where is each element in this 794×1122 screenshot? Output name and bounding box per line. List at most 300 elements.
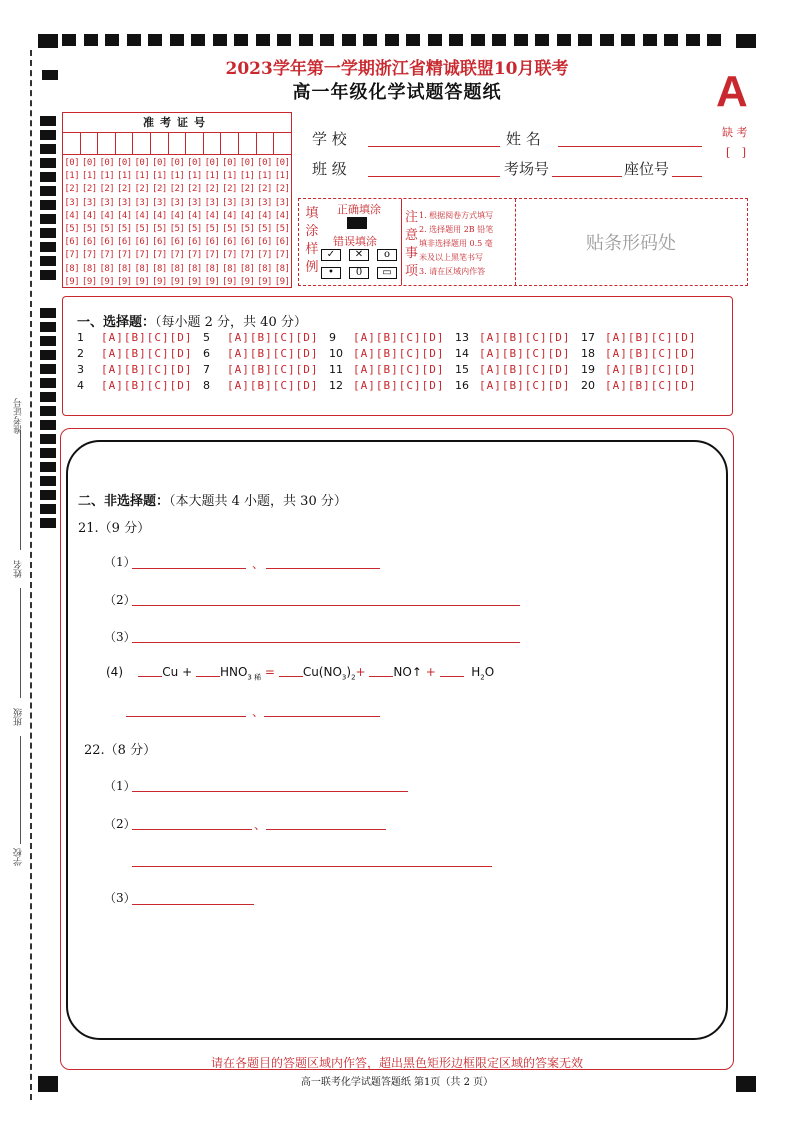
admission-bubble[interactable]: [0] bbox=[187, 158, 202, 168]
timing-mark bbox=[40, 270, 56, 280]
answer-bubbles[interactable]: [A][B][C][D] bbox=[227, 363, 319, 376]
answer-bubbles[interactable]: [A][B][C][D] bbox=[479, 331, 571, 344]
coef-blank-hno3[interactable] bbox=[196, 665, 220, 677]
q22-part2-answer-a[interactable] bbox=[132, 829, 252, 830]
admission-bubble[interactable]: [5] bbox=[81, 224, 97, 235]
admission-bubble[interactable]: [1] bbox=[116, 171, 132, 182]
absent-checkbox[interactable]: [ ] bbox=[726, 146, 751, 159]
admission-write-cell[interactable] bbox=[186, 133, 204, 154]
admission-bubble[interactable]: [8] bbox=[152, 263, 167, 274]
exam-title: 2023学年第一学期浙江省精诚联盟10月联考 bbox=[225, 59, 569, 79]
admission-bubble[interactable]: [5] bbox=[134, 224, 150, 235]
q22-part2-label: （2） bbox=[104, 817, 136, 831]
admission-bubble[interactable]: [7] bbox=[204, 250, 220, 261]
timing-mark bbox=[492, 34, 506, 46]
admission-bubble[interactable]: [2] bbox=[204, 184, 220, 195]
answer-bubbles[interactable]: [A][B][C][D] bbox=[479, 347, 571, 360]
admission-bubble[interactable]: [6] bbox=[99, 237, 115, 248]
admission-bubble[interactable]: [5] bbox=[274, 224, 290, 235]
admission-bubble[interactable]: [9] bbox=[257, 276, 272, 287]
coef-blank-cuno3[interactable] bbox=[279, 665, 303, 677]
admission-column bbox=[203, 157, 221, 289]
timing-mark bbox=[40, 448, 56, 458]
admission-bubble[interactable]: [9] bbox=[274, 276, 290, 287]
admission-bubble[interactable]: [7] bbox=[116, 250, 132, 261]
timing-mark bbox=[40, 336, 56, 346]
admission-bubble[interactable]: [9] bbox=[152, 276, 167, 287]
admission-bubble[interactable]: [5] bbox=[152, 224, 167, 235]
admission-bubble[interactable]: [8] bbox=[257, 263, 272, 274]
question-number: 20 bbox=[581, 379, 595, 392]
admission-bubble[interactable]: [3] bbox=[64, 197, 80, 208]
admission-write-cell[interactable] bbox=[133, 133, 151, 154]
coef-blank-h2o[interactable] bbox=[440, 665, 464, 677]
admission-write-cell[interactable] bbox=[204, 133, 222, 154]
admission-bubble[interactable]: [2] bbox=[64, 184, 80, 195]
name-label: 姓 名 bbox=[506, 130, 541, 148]
choice-question bbox=[77, 347, 192, 360]
admission-bubble[interactable]: [1] bbox=[274, 171, 290, 182]
answer-bubbles[interactable]: [A][B][C][D] bbox=[479, 363, 571, 376]
timing-mark bbox=[449, 34, 463, 46]
admission-bubble[interactable]: [8] bbox=[64, 263, 80, 274]
admission-write-cell[interactable] bbox=[239, 133, 257, 154]
admission-column bbox=[238, 157, 256, 289]
choice-question bbox=[77, 331, 192, 344]
note-line: 1. 根据阅卷方式填写 bbox=[419, 211, 494, 220]
wrong-mark-cross: ✕ bbox=[349, 249, 369, 261]
timing-mark bbox=[40, 214, 56, 224]
timing-mark bbox=[686, 34, 700, 46]
q21-part4-answer-a[interactable] bbox=[126, 716, 246, 717]
answer-bubbles[interactable]: [A][B][C][D] bbox=[605, 363, 697, 376]
eq-plus: + bbox=[355, 665, 366, 679]
choice-question bbox=[581, 363, 696, 376]
admission-bubble[interactable]: [4] bbox=[99, 210, 115, 221]
admission-bubble[interactable]: [3] bbox=[99, 197, 115, 208]
admission-bubble[interactable]: [2] bbox=[152, 184, 167, 195]
admission-bubble[interactable]: [6] bbox=[257, 237, 272, 248]
timing-mark bbox=[105, 34, 119, 46]
admission-bubble[interactable]: [9] bbox=[239, 276, 255, 287]
admission-bubble[interactable]: [1] bbox=[99, 171, 115, 182]
admission-bubble[interactable]: [0] bbox=[204, 158, 220, 168]
admission-bubble[interactable]: [5] bbox=[169, 224, 185, 235]
admission-bubble[interactable]: [1] bbox=[64, 171, 80, 182]
question-number: 16 bbox=[455, 379, 469, 392]
timing-mark bbox=[406, 34, 420, 46]
admission-write-cell[interactable] bbox=[151, 133, 169, 154]
q22-part3-answer[interactable] bbox=[132, 904, 254, 905]
correct-fill-mark bbox=[347, 217, 367, 229]
admission-bubble[interactable]: [6] bbox=[64, 237, 80, 248]
notes-text bbox=[419, 209, 515, 279]
admission-bubble[interactable]: [0] bbox=[99, 158, 115, 168]
timing-mark bbox=[40, 350, 56, 360]
admission-bubble[interactable]: [9] bbox=[64, 276, 80, 287]
answer-bubbles[interactable]: [A][B][C][D] bbox=[605, 379, 697, 392]
admission-bubble[interactable]: [8] bbox=[81, 263, 97, 274]
eq-cuno3: Cu(NO bbox=[302, 665, 342, 679]
admission-bubble[interactable]: [9] bbox=[116, 276, 132, 287]
admission-bubble[interactable]: [4] bbox=[187, 210, 202, 221]
timing-mark bbox=[385, 34, 399, 46]
timing-mark bbox=[40, 228, 56, 238]
admission-bubble[interactable]: [2] bbox=[239, 184, 255, 195]
admission-bubble[interactable]: [0] bbox=[134, 158, 150, 168]
timing-mark bbox=[299, 34, 313, 46]
wrong-mark-oval: ▭ bbox=[377, 267, 397, 279]
version-letter: A bbox=[716, 67, 748, 116]
timing-mark bbox=[40, 434, 56, 444]
q21-part3-answer[interactable] bbox=[132, 642, 520, 643]
admission-bubble[interactable]: [2] bbox=[187, 184, 202, 195]
answer-bubbles[interactable]: [A][B][C][D] bbox=[227, 331, 319, 344]
comma-separator: 、 bbox=[252, 705, 265, 719]
coef-blank-cu[interactable] bbox=[138, 665, 162, 677]
admission-bubble[interactable]: [1] bbox=[81, 171, 97, 182]
admission-bubble[interactable]: [6] bbox=[274, 237, 290, 248]
admission-bubble[interactable]: [0] bbox=[169, 158, 185, 168]
question-number: 12 bbox=[329, 379, 343, 392]
admission-bubble[interactable]: [3] bbox=[204, 197, 220, 208]
admission-bubble[interactable]: [5] bbox=[239, 224, 255, 235]
question-number: 5 bbox=[203, 331, 210, 344]
admission-bubble[interactable]: [5] bbox=[116, 224, 132, 235]
admission-bubble[interactable]: [6] bbox=[116, 237, 132, 248]
eq-h2o: H bbox=[471, 665, 481, 679]
admission-bubble[interactable]: [4] bbox=[81, 210, 97, 221]
admission-bubble[interactable]: [3] bbox=[134, 197, 150, 208]
admission-column bbox=[221, 157, 239, 289]
admission-bubble[interactable]: [2] bbox=[134, 184, 150, 195]
admission-bubble[interactable]: [1] bbox=[257, 171, 272, 182]
answer-bubbles[interactable]: [A][B][C][D] bbox=[101, 347, 193, 360]
admission-bubble[interactable]: [3] bbox=[152, 197, 167, 208]
question-number: 7 bbox=[203, 363, 210, 376]
admission-bubble[interactable]: [9] bbox=[134, 276, 150, 287]
note-line: 填非选择题用 0.5 毫 bbox=[419, 239, 493, 248]
choice-question bbox=[455, 363, 570, 376]
timing-mark bbox=[62, 34, 76, 46]
timing-mark bbox=[578, 34, 592, 46]
admission-bubble[interactable]: [0] bbox=[239, 158, 255, 168]
timing-mark bbox=[40, 172, 56, 182]
admission-bubble[interactable]: [0] bbox=[116, 158, 132, 168]
admission-bubble[interactable]: [8] bbox=[274, 263, 290, 274]
admission-number-grid bbox=[62, 112, 292, 288]
admission-bubble[interactable]: [6] bbox=[152, 237, 167, 248]
answer-bubbles[interactable]: [A][B][C][D] bbox=[353, 347, 445, 360]
choice-question bbox=[581, 379, 696, 392]
admission-bubble[interactable]: [2] bbox=[116, 184, 132, 195]
admission-bubble[interactable]: [4] bbox=[204, 210, 220, 221]
admission-column bbox=[256, 157, 274, 289]
admission-bubble[interactable]: [1] bbox=[169, 171, 185, 182]
timing-mark bbox=[40, 420, 56, 430]
admission-bubble[interactable]: [0] bbox=[257, 158, 272, 168]
admission-bubble[interactable]: [2] bbox=[169, 184, 185, 195]
admission-bubble[interactable]: [3] bbox=[274, 197, 290, 208]
eq-cuno3-sub: 3 bbox=[341, 673, 347, 682]
wrong-mark-dot: • bbox=[321, 267, 341, 279]
q21-part4-label: (4) bbox=[106, 665, 123, 679]
name-field[interactable] bbox=[558, 146, 702, 147]
admission-bubble[interactable]: [1] bbox=[222, 171, 237, 182]
q22-part2-answer-c[interactable] bbox=[132, 866, 492, 867]
room-field[interactable] bbox=[552, 176, 622, 177]
timing-mark bbox=[40, 378, 56, 388]
class-field[interactable] bbox=[368, 176, 500, 177]
comma-separator: 、 bbox=[252, 557, 265, 571]
admission-bubble[interactable]: [4] bbox=[169, 210, 185, 221]
admission-bubble[interactable]: [5] bbox=[187, 224, 202, 235]
side-label-class: 班级 bbox=[14, 708, 24, 726]
q22-part1-answer[interactable] bbox=[132, 791, 408, 792]
admission-write-cell[interactable] bbox=[221, 133, 239, 154]
answer-bubbles[interactable]: [A][B][C][D] bbox=[227, 347, 319, 360]
admission-bubble[interactable]: [4] bbox=[257, 210, 272, 221]
multiple-choice-section bbox=[62, 296, 733, 416]
admission-bubble[interactable]: [7] bbox=[257, 250, 272, 261]
q21-part1-answer-b[interactable] bbox=[266, 568, 380, 569]
answer-bubbles[interactable]: [A][B][C][D] bbox=[605, 331, 697, 344]
admission-bubble[interactable]: [3] bbox=[257, 197, 272, 208]
admission-bubble[interactable]: [8] bbox=[169, 263, 185, 274]
admission-write-cell[interactable] bbox=[274, 133, 291, 154]
answer-bubbles[interactable]: [A][B][C][D] bbox=[101, 363, 193, 376]
answer-bubbles[interactable]: [A][B][C][D] bbox=[101, 331, 193, 344]
answer-bubbles[interactable]: [A][B][C][D] bbox=[227, 379, 319, 392]
note-line: 3. 请在区域内作答 bbox=[419, 267, 486, 276]
timing-mark bbox=[213, 34, 227, 46]
admission-bubble[interactable]: [6] bbox=[239, 237, 255, 248]
admission-bubble[interactable]: [9] bbox=[204, 276, 220, 287]
q21-part1-answer-a[interactable] bbox=[132, 568, 246, 569]
q21-part2-answer[interactable] bbox=[132, 605, 520, 606]
admission-column bbox=[63, 157, 81, 289]
admission-bubble[interactable]: [9] bbox=[81, 276, 97, 287]
choice-question bbox=[77, 379, 192, 392]
timing-mark bbox=[363, 34, 377, 46]
admission-bubble[interactable]: [7] bbox=[187, 250, 202, 261]
timing-mark bbox=[256, 34, 270, 46]
eq-h2o-end: O bbox=[484, 665, 495, 679]
exam-subtitle: 高一年级化学试题答题纸 bbox=[292, 82, 502, 103]
admission-bubble[interactable]: [7] bbox=[169, 250, 185, 261]
admission-bubble[interactable]: [7] bbox=[81, 250, 97, 261]
q21-part4-answer-b[interactable] bbox=[264, 716, 380, 717]
admission-bubble[interactable]: [1] bbox=[134, 171, 150, 182]
choice-question bbox=[581, 347, 696, 360]
admission-bubble[interactable]: [6] bbox=[169, 237, 185, 248]
timing-mark bbox=[342, 34, 356, 46]
eq-cu: Cu + bbox=[162, 665, 193, 679]
admission-bubble[interactable]: [1] bbox=[204, 171, 220, 182]
admission-bubble[interactable]: [0] bbox=[64, 158, 80, 168]
top-timing-marks bbox=[38, 34, 758, 48]
fill-example-label: 填涂样例 bbox=[305, 206, 319, 275]
admission-bubble[interactable]: [4] bbox=[239, 210, 255, 221]
admission-bubble[interactable]: [0] bbox=[81, 158, 97, 168]
eq-hno3-sub: 3 稀 bbox=[247, 673, 262, 682]
q22-part1-label: （1） bbox=[104, 779, 136, 793]
choice-question bbox=[329, 379, 444, 392]
choice-question bbox=[329, 331, 444, 344]
admission-bubble[interactable]: [8] bbox=[187, 263, 202, 274]
wrong-fill-label: 错误填涂 bbox=[333, 235, 377, 248]
admission-bubble[interactable]: [3] bbox=[81, 197, 97, 208]
wrong-mark-zero: 0 bbox=[349, 267, 369, 279]
admission-bubble[interactable]: [9] bbox=[222, 276, 237, 287]
admission-bubble[interactable]: [3] bbox=[222, 197, 237, 208]
q22-part2-answer-b[interactable] bbox=[266, 829, 386, 830]
admission-bubble[interactable]: [6] bbox=[81, 237, 97, 248]
absent-label: 缺 考 bbox=[722, 126, 748, 139]
barcode-area: 贴条形码处 bbox=[586, 233, 676, 254]
q21-equation bbox=[106, 665, 494, 682]
timing-mark bbox=[84, 34, 98, 46]
admission-bubble[interactable]: [4] bbox=[152, 210, 167, 221]
school-field[interactable] bbox=[368, 146, 500, 147]
admission-bubble[interactable]: [2] bbox=[81, 184, 97, 195]
admission-bubble[interactable]: [0] bbox=[274, 158, 290, 168]
timing-mark bbox=[471, 34, 485, 46]
side-label-name: 姓名 bbox=[14, 560, 24, 578]
admission-bubble[interactable]: [9] bbox=[187, 276, 202, 287]
answer-bubbles[interactable]: [A][B][C][D] bbox=[353, 363, 445, 376]
admission-bubble[interactable]: [3] bbox=[187, 197, 202, 208]
admission-write-cell[interactable] bbox=[81, 133, 99, 154]
timing-mark bbox=[320, 34, 334, 46]
timing-mark bbox=[127, 34, 141, 46]
question-number: 8 bbox=[203, 379, 210, 392]
admission-bubble[interactable]: [9] bbox=[99, 276, 115, 287]
admission-bubble[interactable]: [2] bbox=[274, 184, 290, 195]
question-number: 4 bbox=[77, 379, 84, 392]
admission-bubble[interactable]: [6] bbox=[204, 237, 220, 248]
coef-blank-no[interactable] bbox=[369, 665, 393, 677]
admission-bubble[interactable]: [1] bbox=[152, 171, 167, 182]
admission-bubble[interactable]: [7] bbox=[134, 250, 150, 261]
admission-bubble[interactable]: [2] bbox=[257, 184, 272, 195]
admission-bubble[interactable]: [7] bbox=[274, 250, 290, 261]
question-number: 18 bbox=[581, 347, 595, 360]
admission-bubble[interactable]: [4] bbox=[116, 210, 132, 221]
section2-title-bold: 二、非选择题： bbox=[78, 494, 170, 509]
admission-bubble[interactable]: [3] bbox=[239, 197, 255, 208]
question-number: 17 bbox=[581, 331, 595, 344]
timing-mark bbox=[428, 34, 442, 46]
admission-bubble[interactable]: [9] bbox=[169, 276, 185, 287]
timing-mark bbox=[40, 144, 56, 154]
binding-line bbox=[30, 50, 32, 1100]
admission-bubble[interactable]: [8] bbox=[204, 263, 220, 274]
admission-bubble[interactable]: [4] bbox=[274, 210, 290, 221]
admission-bubble[interactable]: [6] bbox=[134, 237, 150, 248]
section1-title bbox=[77, 311, 307, 330]
admission-bubble[interactable]: [6] bbox=[187, 237, 202, 248]
admission-bubble[interactable]: [2] bbox=[99, 184, 115, 195]
answer-bubbles[interactable]: [A][B][C][D] bbox=[353, 331, 445, 344]
admission-bubble[interactable]: [8] bbox=[116, 263, 132, 274]
timing-mark bbox=[40, 130, 56, 140]
choice-question bbox=[203, 347, 318, 360]
admission-bubble[interactable]: [3] bbox=[116, 197, 132, 208]
side-line bbox=[20, 588, 21, 698]
timing-mark bbox=[40, 490, 56, 500]
admission-bubble[interactable]: [5] bbox=[222, 224, 237, 235]
admission-bubble[interactable]: [0] bbox=[152, 158, 167, 168]
admission-write-cell[interactable] bbox=[257, 133, 275, 154]
answer-bubbles[interactable]: [A][B][C][D] bbox=[479, 379, 571, 392]
admission-bubble[interactable]: [5] bbox=[64, 224, 80, 235]
answer-bubbles[interactable]: [A][B][C][D] bbox=[605, 347, 697, 360]
admission-bubble[interactable]: [2] bbox=[222, 184, 237, 195]
answer-bubbles[interactable]: [A][B][C][D] bbox=[101, 379, 193, 392]
admission-bubble[interactable]: [3] bbox=[169, 197, 185, 208]
admission-write-cell[interactable] bbox=[98, 133, 116, 154]
admission-bubble[interactable]: [8] bbox=[99, 263, 115, 274]
admission-bubble[interactable]: [4] bbox=[134, 210, 150, 221]
admission-bubble[interactable]: [8] bbox=[239, 263, 255, 274]
answer-bubbles[interactable]: [A][B][C][D] bbox=[353, 379, 445, 392]
admission-bubble[interactable]: [1] bbox=[187, 171, 202, 182]
timing-mark bbox=[600, 34, 614, 46]
admission-bubble[interactable]: [4] bbox=[222, 210, 237, 221]
eq-plus: + bbox=[425, 665, 436, 679]
timing-mark bbox=[40, 308, 56, 318]
side-label-admission: 准考证号 bbox=[14, 398, 24, 434]
timing-mark bbox=[40, 256, 56, 266]
admission-bubble[interactable]: [7] bbox=[99, 250, 115, 261]
admission-bubble[interactable]: [4] bbox=[64, 210, 80, 221]
admission-bubble[interactable]: [5] bbox=[204, 224, 220, 235]
question-number: 14 bbox=[455, 347, 469, 360]
timing-mark bbox=[40, 322, 56, 332]
room-label: 考场号 bbox=[504, 160, 550, 178]
admission-bubble[interactable]: [5] bbox=[99, 224, 115, 235]
admission-write-cell[interactable] bbox=[63, 133, 81, 154]
timing-mark bbox=[535, 34, 549, 46]
admission-bubble[interactable]: [8] bbox=[134, 263, 150, 274]
admission-bubble[interactable]: [7] bbox=[239, 250, 255, 261]
timing-mark bbox=[40, 462, 56, 472]
admission-bubble[interactable]: [8] bbox=[222, 263, 237, 274]
q21-part2-label: （2） bbox=[104, 593, 136, 607]
admission-bubble[interactable]: [7] bbox=[64, 250, 80, 261]
admission-bubble[interactable]: [5] bbox=[257, 224, 272, 235]
admission-bubble[interactable]: [6] bbox=[222, 237, 237, 248]
eq-no: NO↑ bbox=[393, 665, 422, 679]
admission-write-cell[interactable] bbox=[116, 133, 134, 154]
question-number: 15 bbox=[455, 363, 469, 376]
side-line bbox=[20, 430, 21, 550]
admission-column bbox=[273, 157, 291, 289]
choice-question bbox=[203, 331, 318, 344]
admission-column bbox=[186, 157, 204, 289]
admission-bubble[interactable]: [1] bbox=[239, 171, 255, 182]
timing-mark bbox=[234, 34, 248, 46]
admission-bubble[interactable]: [7] bbox=[152, 250, 167, 261]
timing-mark bbox=[664, 34, 678, 46]
admission-write-cell[interactable] bbox=[169, 133, 187, 154]
question-number: 3 bbox=[77, 363, 84, 376]
admission-bubble[interactable]: [0] bbox=[222, 158, 237, 168]
q22-part3-label: （3） bbox=[104, 891, 136, 905]
admission-bubble[interactable]: [7] bbox=[222, 250, 237, 261]
seat-field[interactable] bbox=[672, 176, 702, 177]
